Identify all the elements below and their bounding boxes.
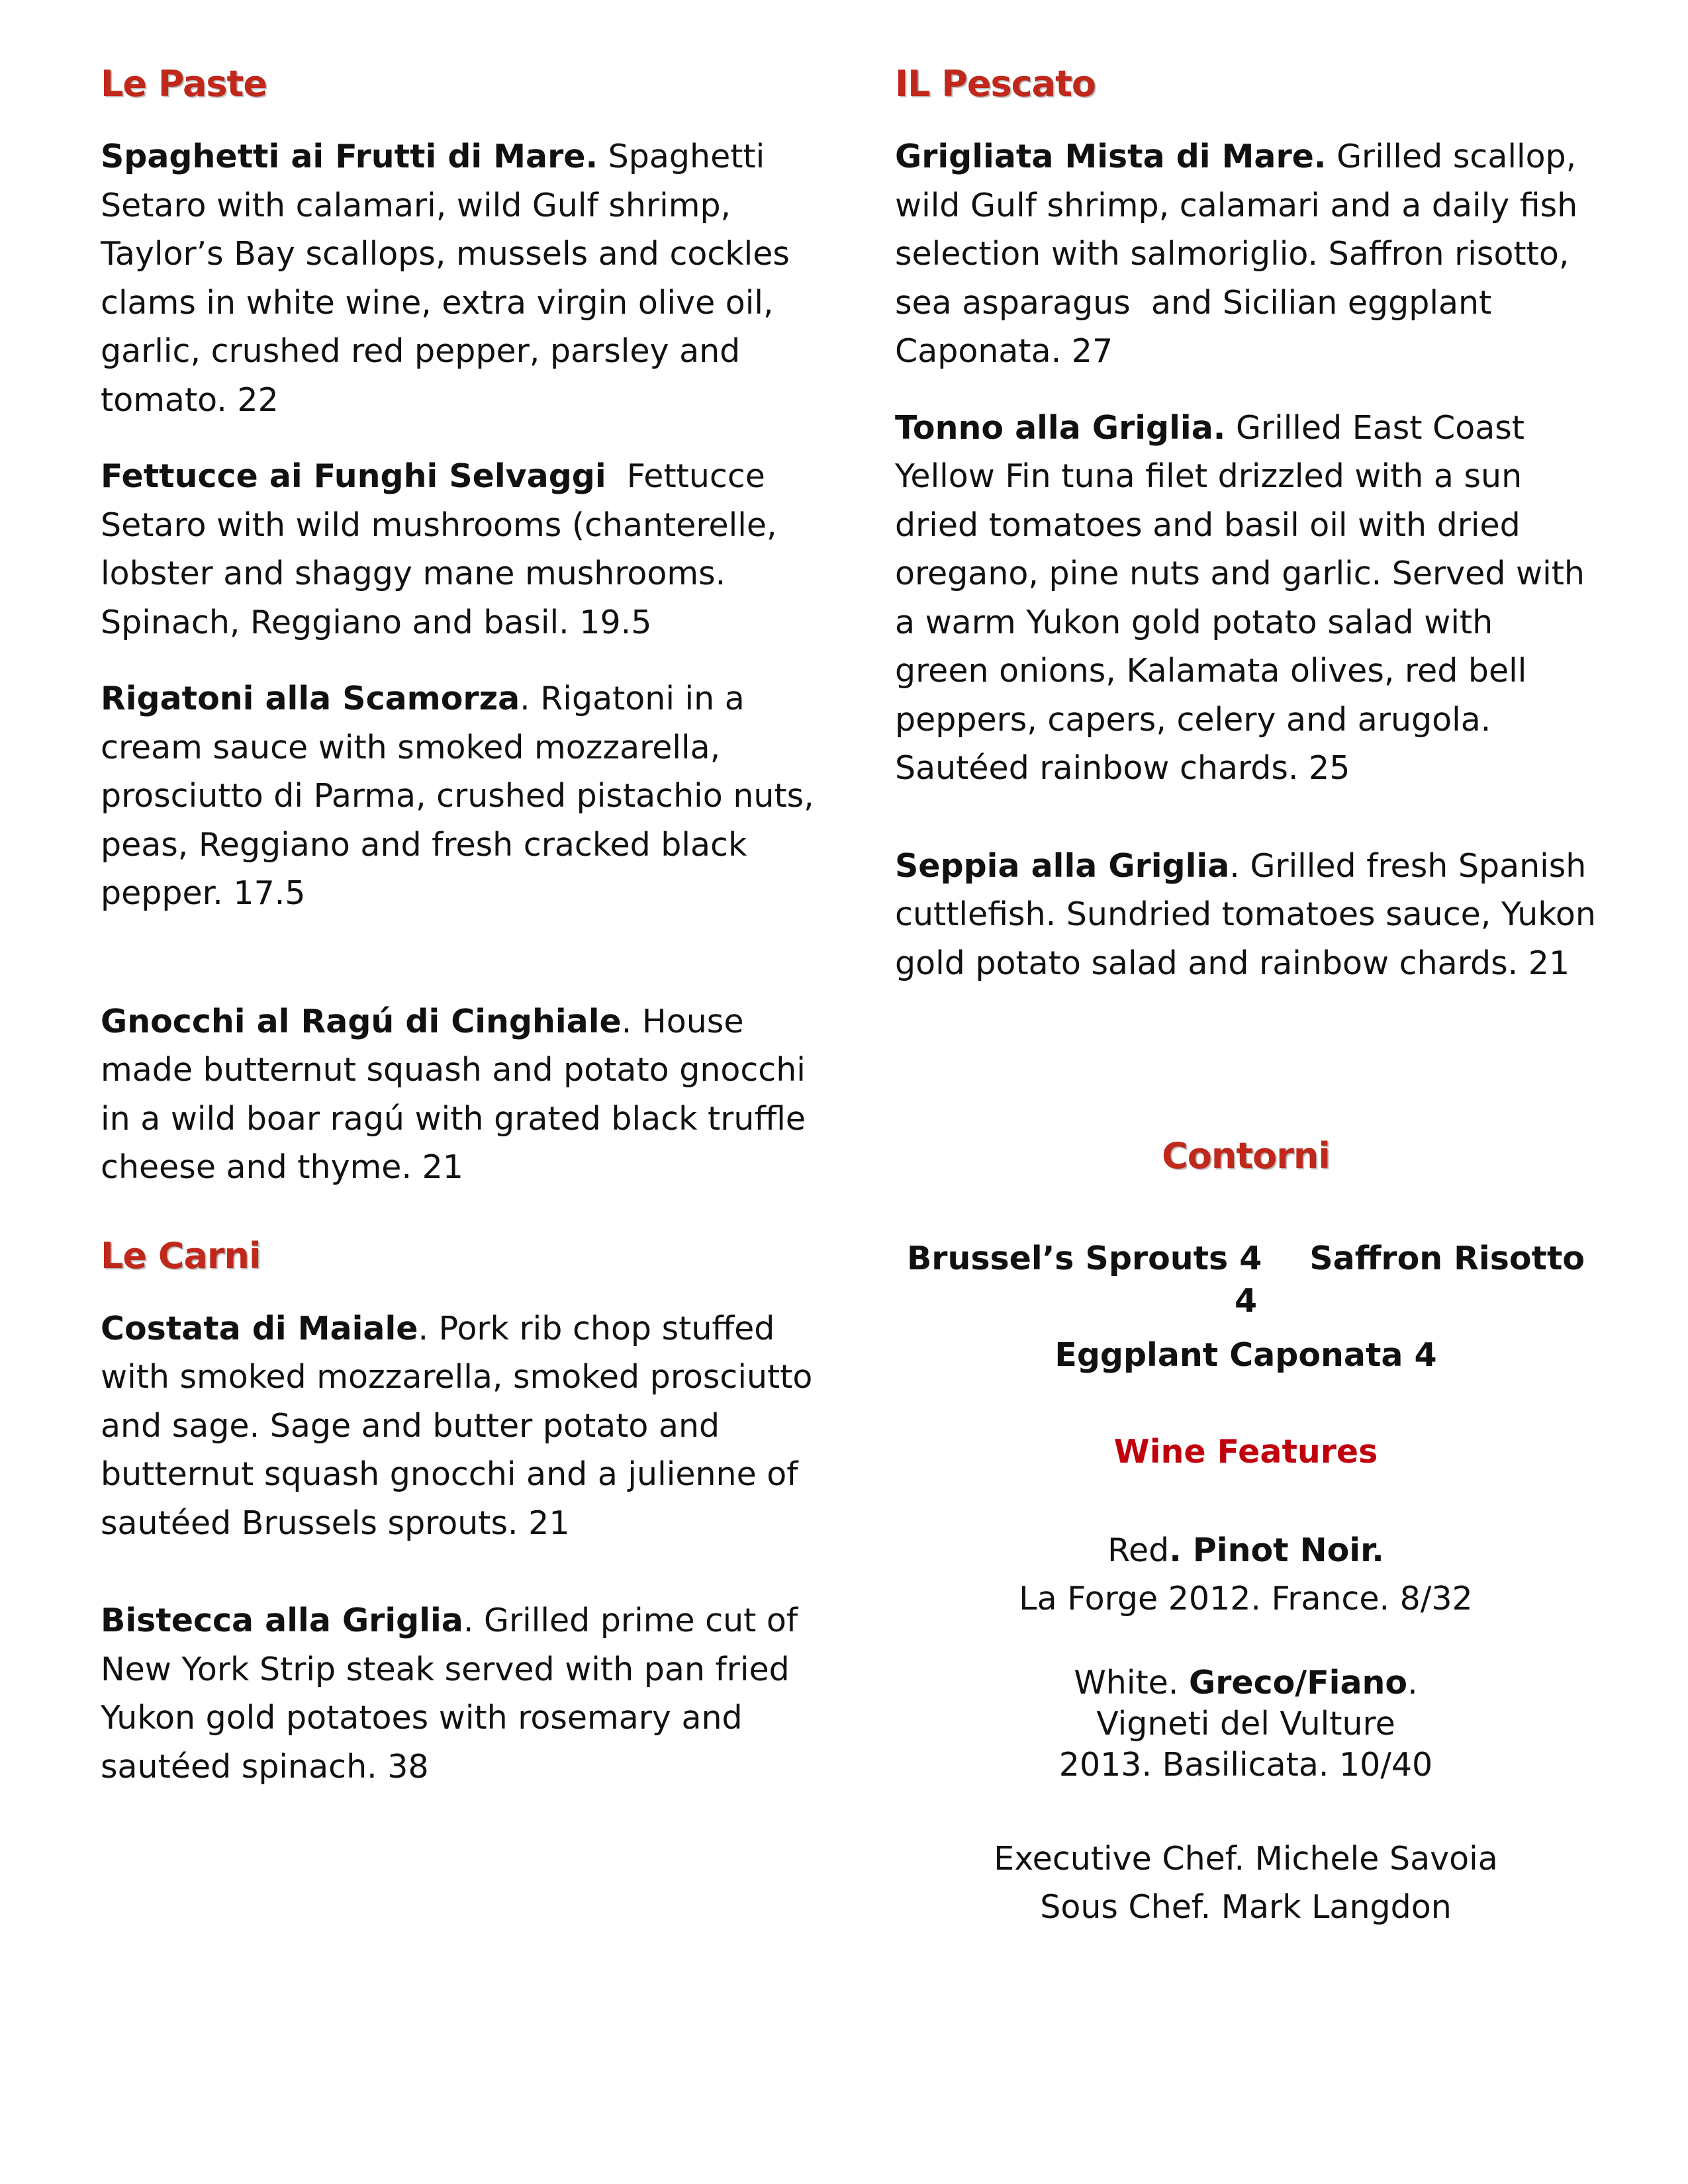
sides-row-2 [895,1334,1597,1377]
item-name: Gnocchi al Ragú di Cinghiale [101,1002,622,1040]
wine-white-line1 [895,1662,1597,1704]
menu-item-tonno [895,404,1597,793]
item-desc: . Rigatoni in a cream sauce with smoked mozzarella, prosciutto di Parma, crushed pistachio nuts, peas, Reggiano and fresh cracked black pepper. 17.5 [101,680,814,912]
wine-white [895,1662,1597,1786]
item-name: Bistecca alla Griglia [101,1602,463,1639]
menu-item-grigliata [895,132,1597,376]
wine-features-title [895,1431,1597,1473]
wine-red [895,1526,1597,1623]
item-name: Spaghetti ai Frutti di Mare. [101,138,598,175]
menu-item-bistecca [101,1596,816,1791]
wine-red-line1 [895,1526,1597,1574]
side-eggplant-caponata: Eggplant Caponata 4 [1055,1336,1437,1374]
item-desc: . Grilled fresh Spanish cuttlefish. Sundried tomatoes sauce, Yukon gold potato salad and rainbow chards. 21 [895,846,1596,982]
left-column [101,61,816,1791]
wine-white-name: Greco/Fiano [1188,1664,1408,1702]
item-desc: . Grilled prime cut of New York Strip steak served with pan fried Yukon gold potatoes with rosemary and sautéed spinach. 38 [101,1602,798,1786]
menu-item-spaghetti [101,132,816,424]
menu-item-costata [101,1304,816,1548]
contorni-section [895,1133,1597,1179]
wine-white-label: White. [1074,1664,1189,1702]
sous-chef: Sous Chef. Mark Langdon [1040,1888,1452,1926]
item-desc: Fettucce Setaro with wild mushrooms (chanterelle, lobster and shaggy mane mushrooms. Spinach, Reggiano and basil. 19.5 [101,457,788,641]
side-brussels-sprouts: Brussel’s Sprouts 4 [906,1240,1262,1277]
menu-item-fettucce [101,452,816,647]
wine-features-heading: Wine Features [1113,1433,1378,1471]
contorni-heading: Contorni [1162,1135,1330,1177]
item-name: Rigatoni alla Scamorza [101,680,520,717]
il-pescato-heading: IL Pescato [895,63,1096,105]
wine-white-line3: 2013. Basilicata. 10/40 [1058,1746,1433,1784]
side-saffron-risotto: Saffron Risotto 4 [1234,1240,1585,1320]
executive-chef: Executive Chef. Michele Savoia [994,1840,1498,1878]
item-desc: Grilled East Coast Yellow Fin tuna filet drizzled with a sun dried tomatoes and basil oil with dried oregano, pine nuts and garlic. Served with a warm Yukon gold potato salad with green onions, Kalamata olives, red bell peppers, capers, celery and arugola. Sautéed rainbow chards. 25 [895,408,1585,787]
menu-item-seppia [895,842,1597,988]
menu-item-rigatoni [101,674,816,918]
right-column [895,61,1597,987]
item-desc: Grilled scallop, wild Gulf shrimp, calamari and a daily fish selection with salmoriglio. Saffron risotto, sea asparagus and Sicilian eggplant Caponata. 27 [895,138,1588,370]
le-carni-heading: Le Carni [101,1234,261,1277]
wine-red-label: Red [1107,1531,1170,1569]
menu-item-gnocchi [101,997,816,1192]
wine-white-line2: Vigneti del Vulture [1096,1705,1395,1743]
item-name: Grigliata Mista di Mare. [895,138,1327,175]
wine-red-detail: La Forge 2012. France. 8/32 [1019,1580,1473,1617]
item-name: Tonno alla Griglia. [895,408,1226,447]
chef-credits [895,1835,1597,1931]
sides-row-1 [895,1238,1597,1322]
wine-white-dot: . [1407,1664,1418,1702]
le-paste-heading: Le Paste [101,63,267,105]
item-name: Costata di Maiale [101,1309,418,1347]
item-name: Seppia alla Griglia [895,846,1230,885]
item-desc: . House made butternut squash and potato gnocchi in a wild boar ragú with grated black truffle cheese and thyme. 21 [101,1002,806,1186]
item-desc: . Pork rib chop stuffed with smoked mozzarella, smoked prosciutto and sage. Sage and butter potato and butternut squash gnocchi and a julienne of sautéed Brussels sprouts. 21 [101,1309,813,1542]
item-name: Fettucce ai Funghi Selvaggi [101,457,606,495]
wine-red-name: . Pinot Noir. [1169,1531,1384,1569]
item-desc: Spaghetti Setaro with calamari, wild Gulf shrimp, Taylor’s Bay scallops, mussels and cockles clams in white wine, extra virgin olive oil, garlic, crushed red pepper, parsley and tomato. 22 [101,138,790,419]
